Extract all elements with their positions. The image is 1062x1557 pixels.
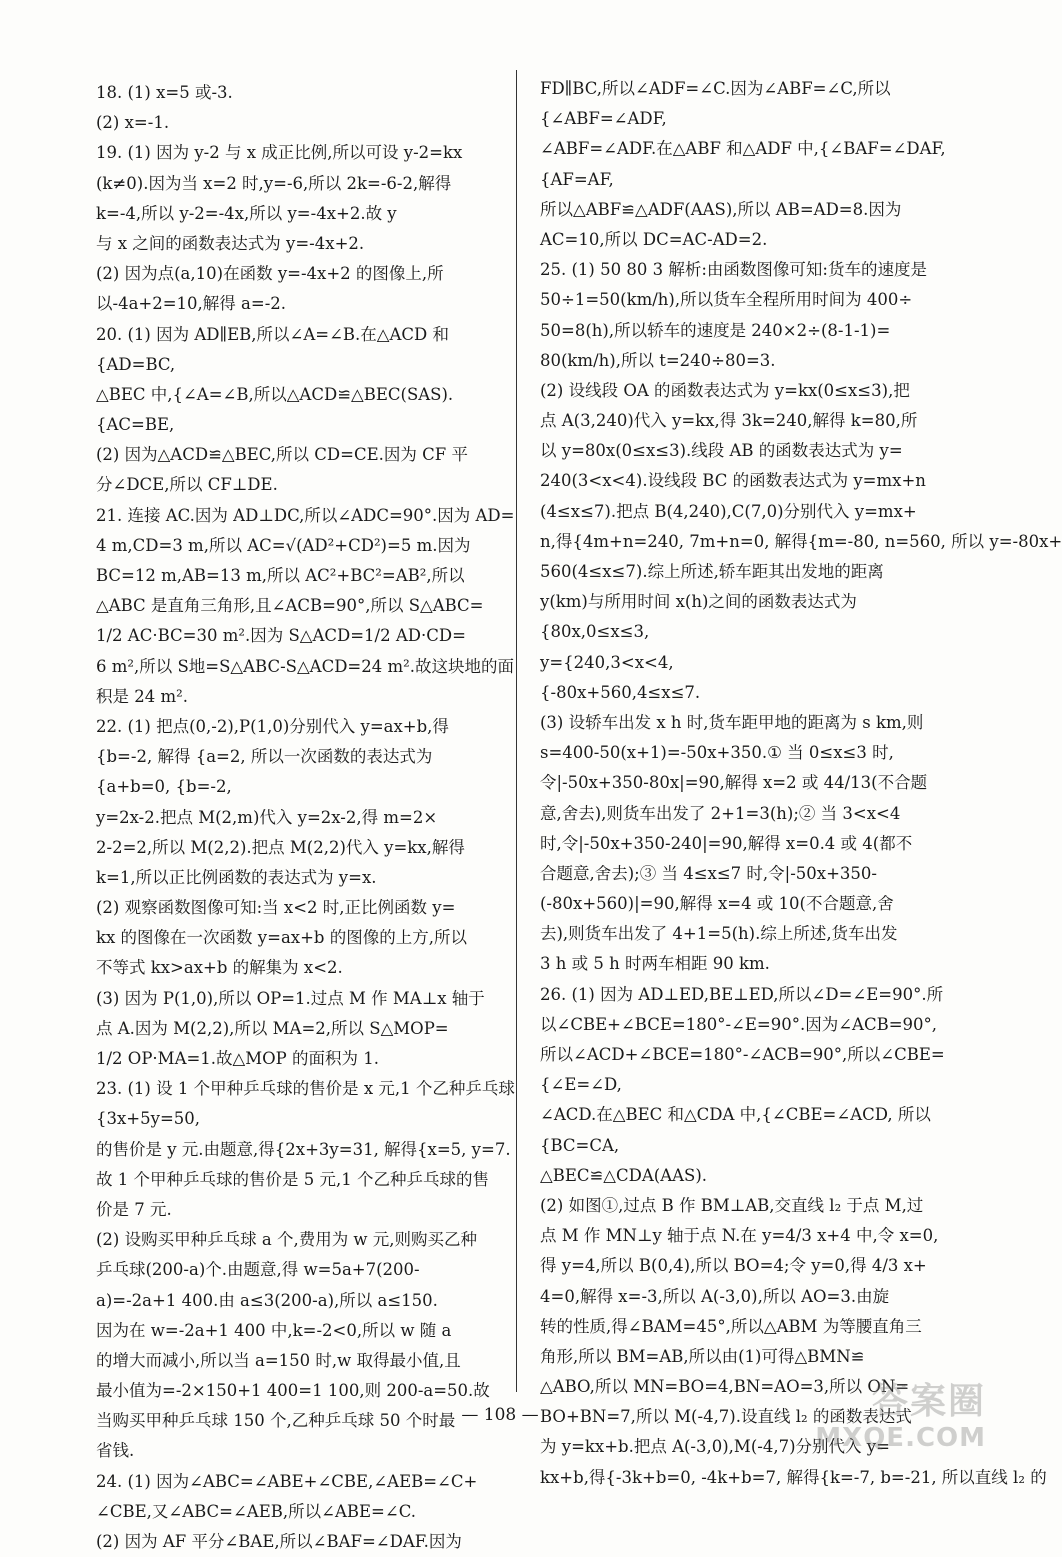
text-line: FD∥BC,所以∠ADF=∠C.因为∠ABF=∠C,所以 — [540, 79, 891, 98]
text-line: s=400-50(x+1)=-50x+350.① 当 0≤x≤3 时, — [540, 743, 894, 763]
text-line: 转的性质,得∠BAM=45°,所以△ABM 为等腰直角三 — [540, 1316, 922, 1336]
text-line: 为 y=kx+b.把点 A(-3,0),M(-4,7)分别代入 y= — [540, 1437, 890, 1457]
text-line: BO+BN=7,所以 M(-4,7).设直线 l₂ 的函数表达式 — [540, 1407, 912, 1427]
text-line: kx 的图像在一次函数 y=ax+b 的图像的上方,所以 — [96, 928, 467, 948]
text-line: 23. (1) 设 1 个甲种乒乓球的售价是 x 元,1 个乙种乒乓球 — [96, 1079, 515, 1099]
text-line: 22. (1) 把点(0,-2),P(1,0)分别代入 y=ax+b,得 — [96, 716, 449, 736]
text-line: {∠ABF=∠ADF, — [540, 109, 667, 129]
text-line: 所以△ABF≌△ADF(AAS),所以 AB=AD=8.因为 — [540, 199, 902, 219]
text-line: 不等式 kx>ax+b 的解集为 x<2. — [96, 958, 343, 978]
text-line: 560(4≤x≤7).综上所述,轿车距其出发地的距离 — [540, 562, 884, 581]
text-line: AC=10,所以 DC=AC-AD=2. — [540, 229, 768, 249]
text-line: △ABO,所以 MN=BO=4,BN=AO=3,所以 ON= — [540, 1377, 910, 1397]
text-line: 240(3<x<4).设线段 BC 的函数表达式为 y=mx+n — [540, 471, 926, 491]
text-line: 点 A.因为 M(2,2),所以 MA=2,所以 S△MOP= — [96, 1018, 449, 1038]
text-line: y={240,3<x<4, — [540, 652, 674, 672]
text-line: {BC=CA, — [540, 1135, 620, 1155]
text-line: 得 y=4,所以 B(0,4),所以 BO=4;令 y=0,得 4/3 x+ — [540, 1256, 927, 1276]
right-column — [540, 74, 1062, 1493]
text-line: 因为在 w=-2a+1 400 中,k=-2<0,所以 w 随 a — [96, 1320, 452, 1340]
text-line: 50÷1=50(km/h),所以货车全程所用时间为 400÷ — [540, 290, 913, 310]
text-line: {80x,0≤x≤3, — [540, 622, 650, 642]
text-line: 当购买甲种乒乓球 150 个,乙种乒乓球 50 个时最 — [96, 1411, 456, 1431]
text-line: (2) 因为点(a,10)在函数 y=-4x+2 的图像上,所 — [96, 264, 444, 284]
text-line: (-80x+560)|=90,解得 x=4 或 10(不合题意,舍 — [540, 894, 894, 914]
text-line: (2) 设购买甲种乒乓球 a 个,费用为 w 元,则购买乙种 — [96, 1230, 478, 1250]
text-line: (2) 因为△ACD≌△BEC,所以 CD=CE.因为 CF 平 — [96, 445, 468, 465]
text-line: k=-4,所以 y-2=-4x,所以 y=-4x+2.故 y — [96, 203, 397, 223]
text-line: 与 x 之间的函数表达式为 y=-4x+2. — [96, 233, 365, 253]
text-line: (4≤x≤7).把点 B(4,240),C(7,0)分别代入 y=mx+ — [540, 501, 917, 521]
text-line: 20. (1) 因为 AD∥EB,所以∠A=∠B.在△ACD 和 — [96, 324, 449, 344]
text-line: 的售价是 y 元.由题意,得{2x+3y=31, 解得{x=5, y=7. — [96, 1139, 511, 1159]
text-line: 以-4a+2=10,解得 a=-2. — [96, 294, 287, 314]
text-line: ∠ACD.在△BEC 和△CDA 中,{∠CBE=∠ACD, 所以 — [540, 1105, 931, 1125]
text-line: △BEC≌△CDA(AAS). — [540, 1165, 708, 1185]
text-line: △BEC 中,{∠A=∠B,所以△ACD≌△BEC(SAS). — [96, 384, 454, 404]
text-line: (2) 如图①,过点 B 作 BM⊥AB,交直线 l₂ 于点 M,过 — [540, 1195, 924, 1215]
text-line: 18. (1) x=5 或-3. — [96, 83, 233, 102]
watermark-logo — [786, 1382, 986, 1462]
column-divider — [516, 70, 517, 1392]
text-line: {a+b=0, {b=-2, — [96, 777, 232, 797]
text-line: ∠CBE,又∠ABC=∠AEB,所以∠ABE=∠C. — [96, 1501, 416, 1521]
text-line: ∠ABF=∠ADF.在△ABF 和△ADF 中,{∠BAF=∠DAF, — [540, 139, 946, 159]
text-line: 意,舍去),则货车出发了 2+1=3(h);② 当 3<x<4 — [540, 803, 901, 823]
text-line: 26. (1) 因为 AD⊥ED,BE⊥ED,所以∠D=∠E=90°.所 — [540, 984, 944, 1004]
watermark-bottom: MXQE.COM — [815, 1423, 986, 1453]
text-line: 故 1 个甲种乒乓球的售价是 5 元,1 个乙种乒乓球的售 — [96, 1169, 489, 1189]
text-line: 最小值为=-2×150+1 400=1 100,则 200-a=50.故 — [96, 1381, 490, 1401]
text-line: 1/2 AC·BC=30 m².因为 S△ACD=1/2 AD·CD= — [96, 626, 466, 646]
text-line: 24. (1) 因为∠ABC=∠ABE+∠CBE,∠AEB=∠C+ — [96, 1471, 478, 1491]
text-line: {∠E=∠D, — [540, 1075, 622, 1095]
text-line: BC=12 m,AB=13 m,所以 AC²+BC²=AB²,所以 — [96, 566, 465, 585]
text-line: 令|-50x+350-80x|=90,解得 x=2 或 44/13(不合题 — [540, 773, 928, 793]
text-line: 分∠DCE,所以 CF⊥DE. — [96, 475, 278, 495]
text-line: {AD=BC, — [96, 354, 176, 374]
text-line: 乒乓球(200-a)个.由题意,得 w=5a+7(200- — [96, 1260, 420, 1280]
text-line: kx+b,得{-3k+b=0, -4k+b=7, 解得{k=-7, b=-21, 所以直线 l₂ 的 — [540, 1467, 1047, 1487]
text-line: 点 A(3,240)代入 y=kx,得 3k=240,解得 k=80,所 — [540, 411, 918, 431]
text-line: 4=0,解得 x=-3,所以 A(-3,0),所以 AO=3.由旋 — [540, 1286, 890, 1306]
page-number: — 108 — — [461, 1405, 539, 1425]
text-line: {AF=AF, — [540, 169, 614, 189]
text-line: 21. 连接 AC.因为 AD⊥DC,所以∠ADC=90°.因为 AD= — [96, 505, 515, 525]
text-line: y=2x-2.把点 M(2,m)代入 y=2x-2,得 m=2× — [96, 807, 438, 827]
text-line: 1/2 OP·MA=1.故△MOP 的面积为 1. — [96, 1049, 379, 1068]
text-line: (2) x=-1. — [96, 113, 170, 133]
text-line: 点 M 作 MN⊥y 轴于点 N.在 y=4/3 x+4 中,令 x=0, — [540, 1226, 939, 1246]
watermark-top: 答案圈 — [871, 1381, 986, 1422]
text-line: 去),则货车出发了 4+1=5(h).综上所述,货车出发 — [540, 924, 898, 944]
text-line: 4 m,CD=3 m,所以 AC=√(AD²+CD²)=5 m.因为 — [96, 535, 471, 555]
text-line: 积是 24 m². — [96, 686, 188, 706]
text-line: 的增大而减小,所以当 a=150 时,w 取得最小值,且 — [96, 1350, 461, 1370]
text-line: {-80x+560,4≤x≤7. — [540, 682, 701, 702]
text-line: y(km)与所用时间 x(h)之间的函数表达式为 — [540, 592, 857, 612]
text-line: (2) 因为 AF 平分∠BAE,所以∠BAF=∠DAF.因为 — [96, 1532, 462, 1551]
text-line: 50=8(h),所以轿车的速度是 240×2÷(8-1-1)= — [540, 320, 891, 340]
text-line: (k≠0).因为当 x=2 时,y=-6,所以 2k=-6-2,解得 — [96, 173, 452, 193]
text-line: 6 m²,所以 S地=S△ABC-S△ACD=24 m².故这块地的面 — [96, 656, 514, 676]
text-line: 价是 7 元. — [96, 1199, 172, 1219]
text-line: 时,令|-50x+350-240|=90,解得 x=0.4 或 4(都不 — [540, 833, 913, 853]
text-line: {3x+5y=50, — [96, 1109, 201, 1129]
text-line: a)=-2a+1 400.由 a≤3(200-a),所以 a≤150. — [96, 1290, 438, 1310]
text-line: (2) 观察函数图像可知:当 x<2 时,正比例函数 y= — [96, 898, 456, 918]
text-line: {b=-2, 解得 {a=2, 所以一次函数的表达式为 — [96, 747, 433, 767]
text-line: 角形,所以 BM=AB,所以由(1)可得△BMN≌ — [540, 1346, 865, 1366]
text-line: 3 h 或 5 h 时两车相距 90 km. — [540, 954, 770, 974]
text-line: 2-2=2,所以 M(2,2).把点 M(2,2)代入 y=kx,解得 — [96, 837, 465, 857]
text-line: 80(km/h),所以 t=240÷80=3. — [540, 350, 776, 370]
text-line: {AC=BE, — [96, 415, 175, 435]
text-line: 19. (1) 因为 y-2 与 x 成正比例,所以可设 y-2=kx — [96, 143, 463, 163]
text-line: (3) 因为 P(1,0),所以 OP=1.过点 M 作 MA⊥x 轴于 — [96, 988, 485, 1008]
text-line: n,得{4m+n=240, 7m+n=0, 解得{m=-80, n=560, 所以 y=-80x+ — [540, 531, 1062, 551]
text-line: 所以∠ACD+∠BCE=180°-∠ACB=90°,所以∠CBE= — [540, 1045, 945, 1064]
text-line: △ABC 是直角三角形,且∠ACB=90°,所以 S△ABC= — [96, 596, 484, 616]
text-line: 以∠CBE+∠BCE=180°-∠E=90°.因为∠ACB=90°, — [540, 1014, 938, 1034]
text-line: 合题意,舍去);③ 当 4≤x≤7 时,令|-50x+350- — [540, 863, 878, 883]
text-line: 25. (1) 50 80 3 解析:由函数图像可知:货车的速度是 — [540, 260, 927, 280]
text-line: k=1,所以正比例函数的表达式为 y=x. — [96, 867, 377, 887]
text-line: 以 y=80x(0≤x≤3).线段 AB 的函数表达式为 y= — [540, 441, 903, 461]
text-line: 省钱. — [96, 1441, 135, 1461]
text-line: (3) 设轿车出发 x h 时,货车距甲地的距离为 s km,则 — [540, 712, 924, 732]
text-line: (2) 设线段 OA 的函数表达式为 y=kx(0≤x≤3),把 — [540, 380, 910, 400]
